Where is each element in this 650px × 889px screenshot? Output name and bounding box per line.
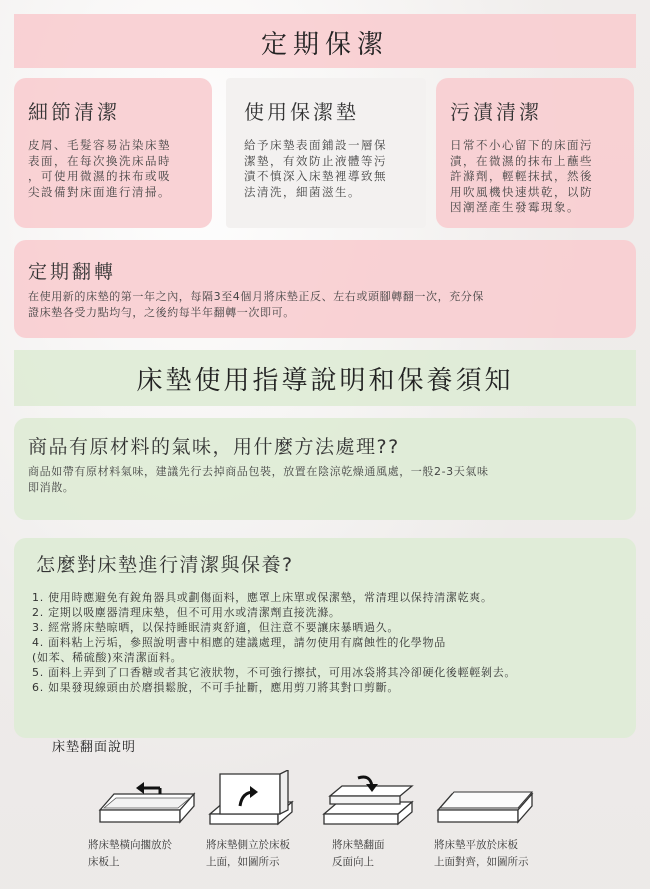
mattress-icon xyxy=(206,770,316,832)
cleaning-section xyxy=(14,538,636,738)
smell-section xyxy=(14,418,636,520)
cleaning-item: 3. 經常將床墊晾晒，以保持睡眠清爽舒適，但注意不要讓床暴晒過久。 xyxy=(32,621,400,634)
card-body: 給予床墊表面鋪設一層保 潔墊，有效防止液體等污 漬不慎深入床墊裡導致無 法清洗，細菌滋生。 xyxy=(244,138,387,199)
smell-heading: 商品有原材料的氣味，用什麼方法處理?? xyxy=(28,436,400,458)
flip-step-4-caption: 將床墊平放於床板 上面對齊，如圖所示 xyxy=(434,839,529,868)
flip-heading: 定期翻轉 xyxy=(28,261,117,283)
card-heading: 污漬清潔 xyxy=(450,100,542,124)
cleaning-item: 1. 使用時應避免有銳角器具或劃傷面料，應罩上床單或保潔墊，常清理以保持清潔乾爽。 xyxy=(32,591,493,604)
smell-body: 商品如帶有原材料氣味，建議先行去掉商品包裝，放置在陰涼乾燥通風處，一般2-3天氣味 即消散。 xyxy=(28,465,489,494)
cleaning-item: 6. 如果發現線頭由於磨損鬆脫，不可手扯斷，應用剪刀將其對口剪斷。 xyxy=(32,681,400,694)
flip-step-2-caption: 將床墊側立於床板 上面，如圖所示 xyxy=(206,839,290,868)
maintenance-title: 定期保潔 xyxy=(260,30,389,60)
mattress-icon xyxy=(434,770,544,832)
cleaning-item: 2. 定期以吸塵器清理床墊，但不可用水或清潔劑直接洗滌。 xyxy=(32,606,341,619)
cleaning-item: 5. 面料上弄到了口香糖或者其它液狀物，不可強行擦拭，可用冰袋將其冷卻硬化後輕輕剝去。 xyxy=(32,666,517,679)
flip-guide-title: 床墊翻面說明 xyxy=(52,740,137,755)
flip-step-1-illustration xyxy=(96,770,206,832)
cleaning-item: (如苯、稀硫酸)來清潔面料。 xyxy=(32,651,183,664)
flip-step-3-caption: 將床墊翻面 反面向上 xyxy=(332,839,385,868)
card-body: 皮屑、毛髮容易沾染床墊 表面，在每次換洗床品時 ，可使用微濕的抹布或吸 尖設備對床面進行清掃。 xyxy=(28,138,171,199)
card-protector xyxy=(226,78,426,228)
cleaning-heading: 怎麼對床墊進行清潔與保養? xyxy=(36,554,294,576)
card-body: 日常不小心留下的床面污 漬，在微濕的抹布上蘸些 許滌劑，輕輕抹拭，然後 用吹風機快速烘乾，以防 因潮溼產生發霉現象。 xyxy=(450,138,593,214)
mattress-icon xyxy=(320,770,430,832)
guide-title: 床墊使用指導說明和保養須知 xyxy=(136,366,514,396)
maintenance-title-bar xyxy=(14,14,636,68)
cleaning-item: 4. 面料粘上污垢，參照說明書中相應的建議處理，請勿使用有腐蝕性的化學物品 xyxy=(32,636,446,649)
mattress-icon xyxy=(96,770,206,832)
guide-title-bar xyxy=(14,350,636,406)
card-heading: 細節清潔 xyxy=(28,100,120,124)
flip-body: 在使用新的床墊的第一年之內，每隔3至4個月將床墊正反、左右或頭腳轉翻一次，充分保 證床墊各受力點均勻，之後約每半年翻轉一次即可。 xyxy=(28,290,484,319)
arrow-left-icon xyxy=(136,782,160,794)
card-stain-cleaning xyxy=(436,78,634,228)
cleaning-list xyxy=(32,590,630,695)
flip-section xyxy=(14,240,636,338)
flip-step-2-illustration xyxy=(206,770,316,832)
flip-step-1-caption: 將床墊橫向擱放於 床板上 xyxy=(88,839,172,868)
flip-step-4-illustration xyxy=(434,770,544,832)
flip-step-3-illustration xyxy=(320,770,430,832)
card-detail-cleaning xyxy=(14,78,212,228)
card-heading: 使用保潔墊 xyxy=(244,100,359,124)
